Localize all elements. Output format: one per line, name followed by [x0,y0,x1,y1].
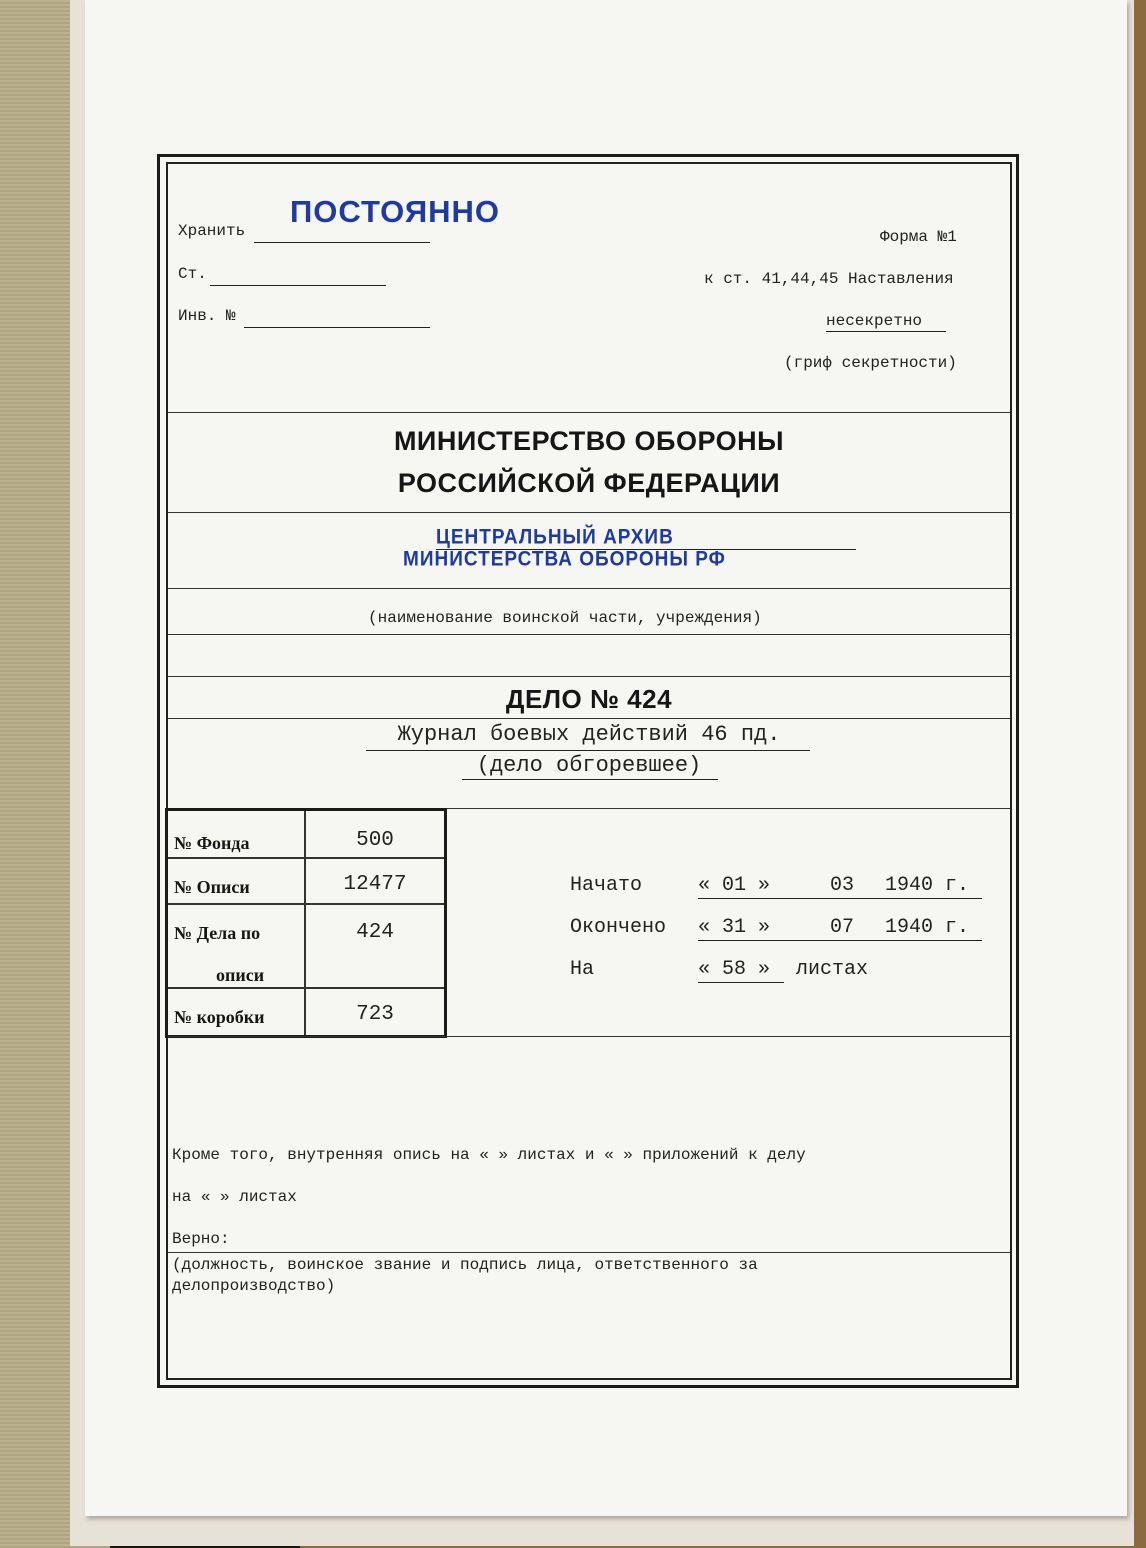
divider [168,676,1010,677]
ended-underline [698,940,982,941]
table-row [168,905,444,989]
case-note: (дело обгоревшее) [476,753,702,778]
ministry-line-2: РОССИЙСКОЙ ФЕДЕРАЦИИ [397,468,781,498]
classification: несекретно [826,312,923,330]
divider [168,588,1010,589]
ministry-line-1: МИНИСТЕРСТВО ОБОРОНЫ [393,426,785,456]
inventory-line: Кроме того, внутренняя опись на « » листах и « » приложений к делу [172,1146,806,1164]
classification-underline [826,331,946,332]
delo-label-1: № Дела по [174,923,261,943]
sheets-count: « 58 » [698,958,771,981]
archive-stamp-line-2: МИНИСТЕРСТВА ОБОРОНЫ РФ [403,547,726,571]
keep-stamp: ПОСТОЯННО [290,194,501,229]
started-underline [698,898,982,899]
unit-caption: (наименование воинской части, учреждения) [368,609,762,627]
divider [168,718,1010,719]
inv-underline [244,327,430,328]
art-label: Ст. [178,265,207,283]
divider [168,412,1010,413]
ended-day: « 31 » [698,916,771,939]
started-month: 03 [830,874,855,897]
divider [168,634,1010,635]
ended-year: 1940 г. [885,916,970,939]
signature-line [168,1252,1010,1253]
archive-stamp-line-1: ЦЕНТРАЛЬНЫЙ АРХИВ [436,525,674,549]
responsible-line-2: делопроизводство) [172,1277,336,1295]
box-label: № коробки [174,1007,265,1027]
sheets-line: на « » листах [172,1188,297,1206]
classification-caption: (гриф секретности) [784,354,957,372]
case-title: ДЕЛО № 424 [505,684,673,714]
started-day: « 01 » [698,874,771,897]
divider [168,1036,1010,1037]
opis-value: 12477 [343,873,407,896]
sheets-underline [698,982,784,983]
form-number: Форма №1 [880,228,957,246]
divider [168,512,1010,513]
opis-label: № Описи [174,877,250,897]
box-value: 723 [356,1003,394,1026]
delo-value: 424 [356,921,394,944]
table-row [168,811,444,859]
art-underline [210,285,386,286]
keep-underline [254,242,430,243]
table-row [168,859,444,905]
responsible-line-1: (должность, воинское звание и подпись лица, ответственного за [172,1256,758,1274]
sheets-label: На [570,958,595,981]
description-underline [366,750,810,751]
articles-ref: к ст. 41,44,45 Наставления [704,270,954,288]
sheets-word: листах [796,958,869,981]
case-description: Журнал боевых действий 46 пд. [397,722,781,747]
started-label: Начато [570,874,643,897]
fond-label: № Фонда [174,833,250,853]
keep-label: Хранить [178,222,246,240]
inv-label: Инв. № [178,307,236,325]
delo-label-2: описи [216,965,265,985]
note-underline [462,779,718,780]
table-row [168,989,444,1035]
ended-label: Окончено [570,916,667,939]
verified-label: Верно: [172,1230,230,1248]
ended-month: 07 [830,916,855,939]
archive-id-table [165,808,447,1038]
started-year: 1940 г. [885,874,970,897]
fond-value: 500 [356,829,394,852]
